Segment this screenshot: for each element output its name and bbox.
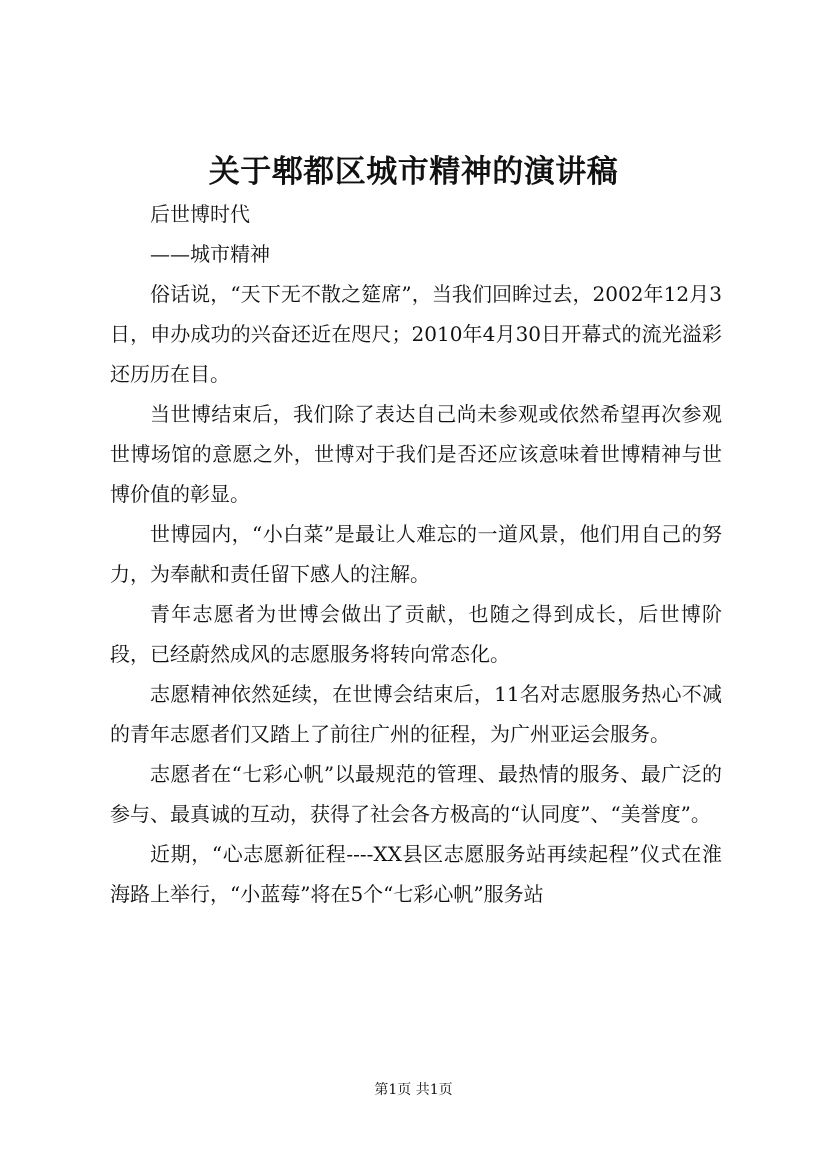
document-title: 关于郫都区城市精神的演讲稿 [208,154,619,190]
paragraph: 近期，“心志愿新征程----XX县区志愿服务站再续起程”仪式在淮海路上举行，“小蓝莓”将在5个“七彩心帆”服务站 [110,842,722,906]
paragraph: 志愿者在“七彩心帆”以最规范的管理、最热情的服务、最广泛的参与、最真诚的互动，获得了社会各方极高的“认同度”、“美誉度”。 [110,762,722,826]
paragraph: ——城市精神 [150,242,270,266]
page-footer: 第1页 共1页 [374,1082,453,1098]
paragraph: 后世博时代 [150,202,250,226]
paragraph: 俗话说，“天下无不散之筵席”，当我们回眸过去，2002年12月3日，申办成功的兴奋还近在咫尺；2010年4月30日开幕式的流光溢彩还历历在目。 [110,282,722,386]
document-body [110,194,722,914]
paragraph: 志愿精神依然延续，在世博会结束后，11名对志愿服务热心不减的青年志愿者们又踏上了前往广州的征程，为广州亚运会服务。 [110,682,722,746]
paragraph: 世博园内，“小白菜”是最让人难忘的一道风景，他们用自己的努力，为奉献和责任留下感人的注解。 [110,522,722,586]
paragraph: 当世博结束后，我们除了表达自己尚未参观或依然希望再次参观世博场馆的意愿之外，世博对于我们是否还应该意味着世博精神与世博价值的彰显。 [110,402,722,506]
paragraph: 青年志愿者为世博会做出了贡献，也随之得到成长，后世博阶段，已经蔚然成风的志愿服务将转向常态化。 [110,602,722,666]
